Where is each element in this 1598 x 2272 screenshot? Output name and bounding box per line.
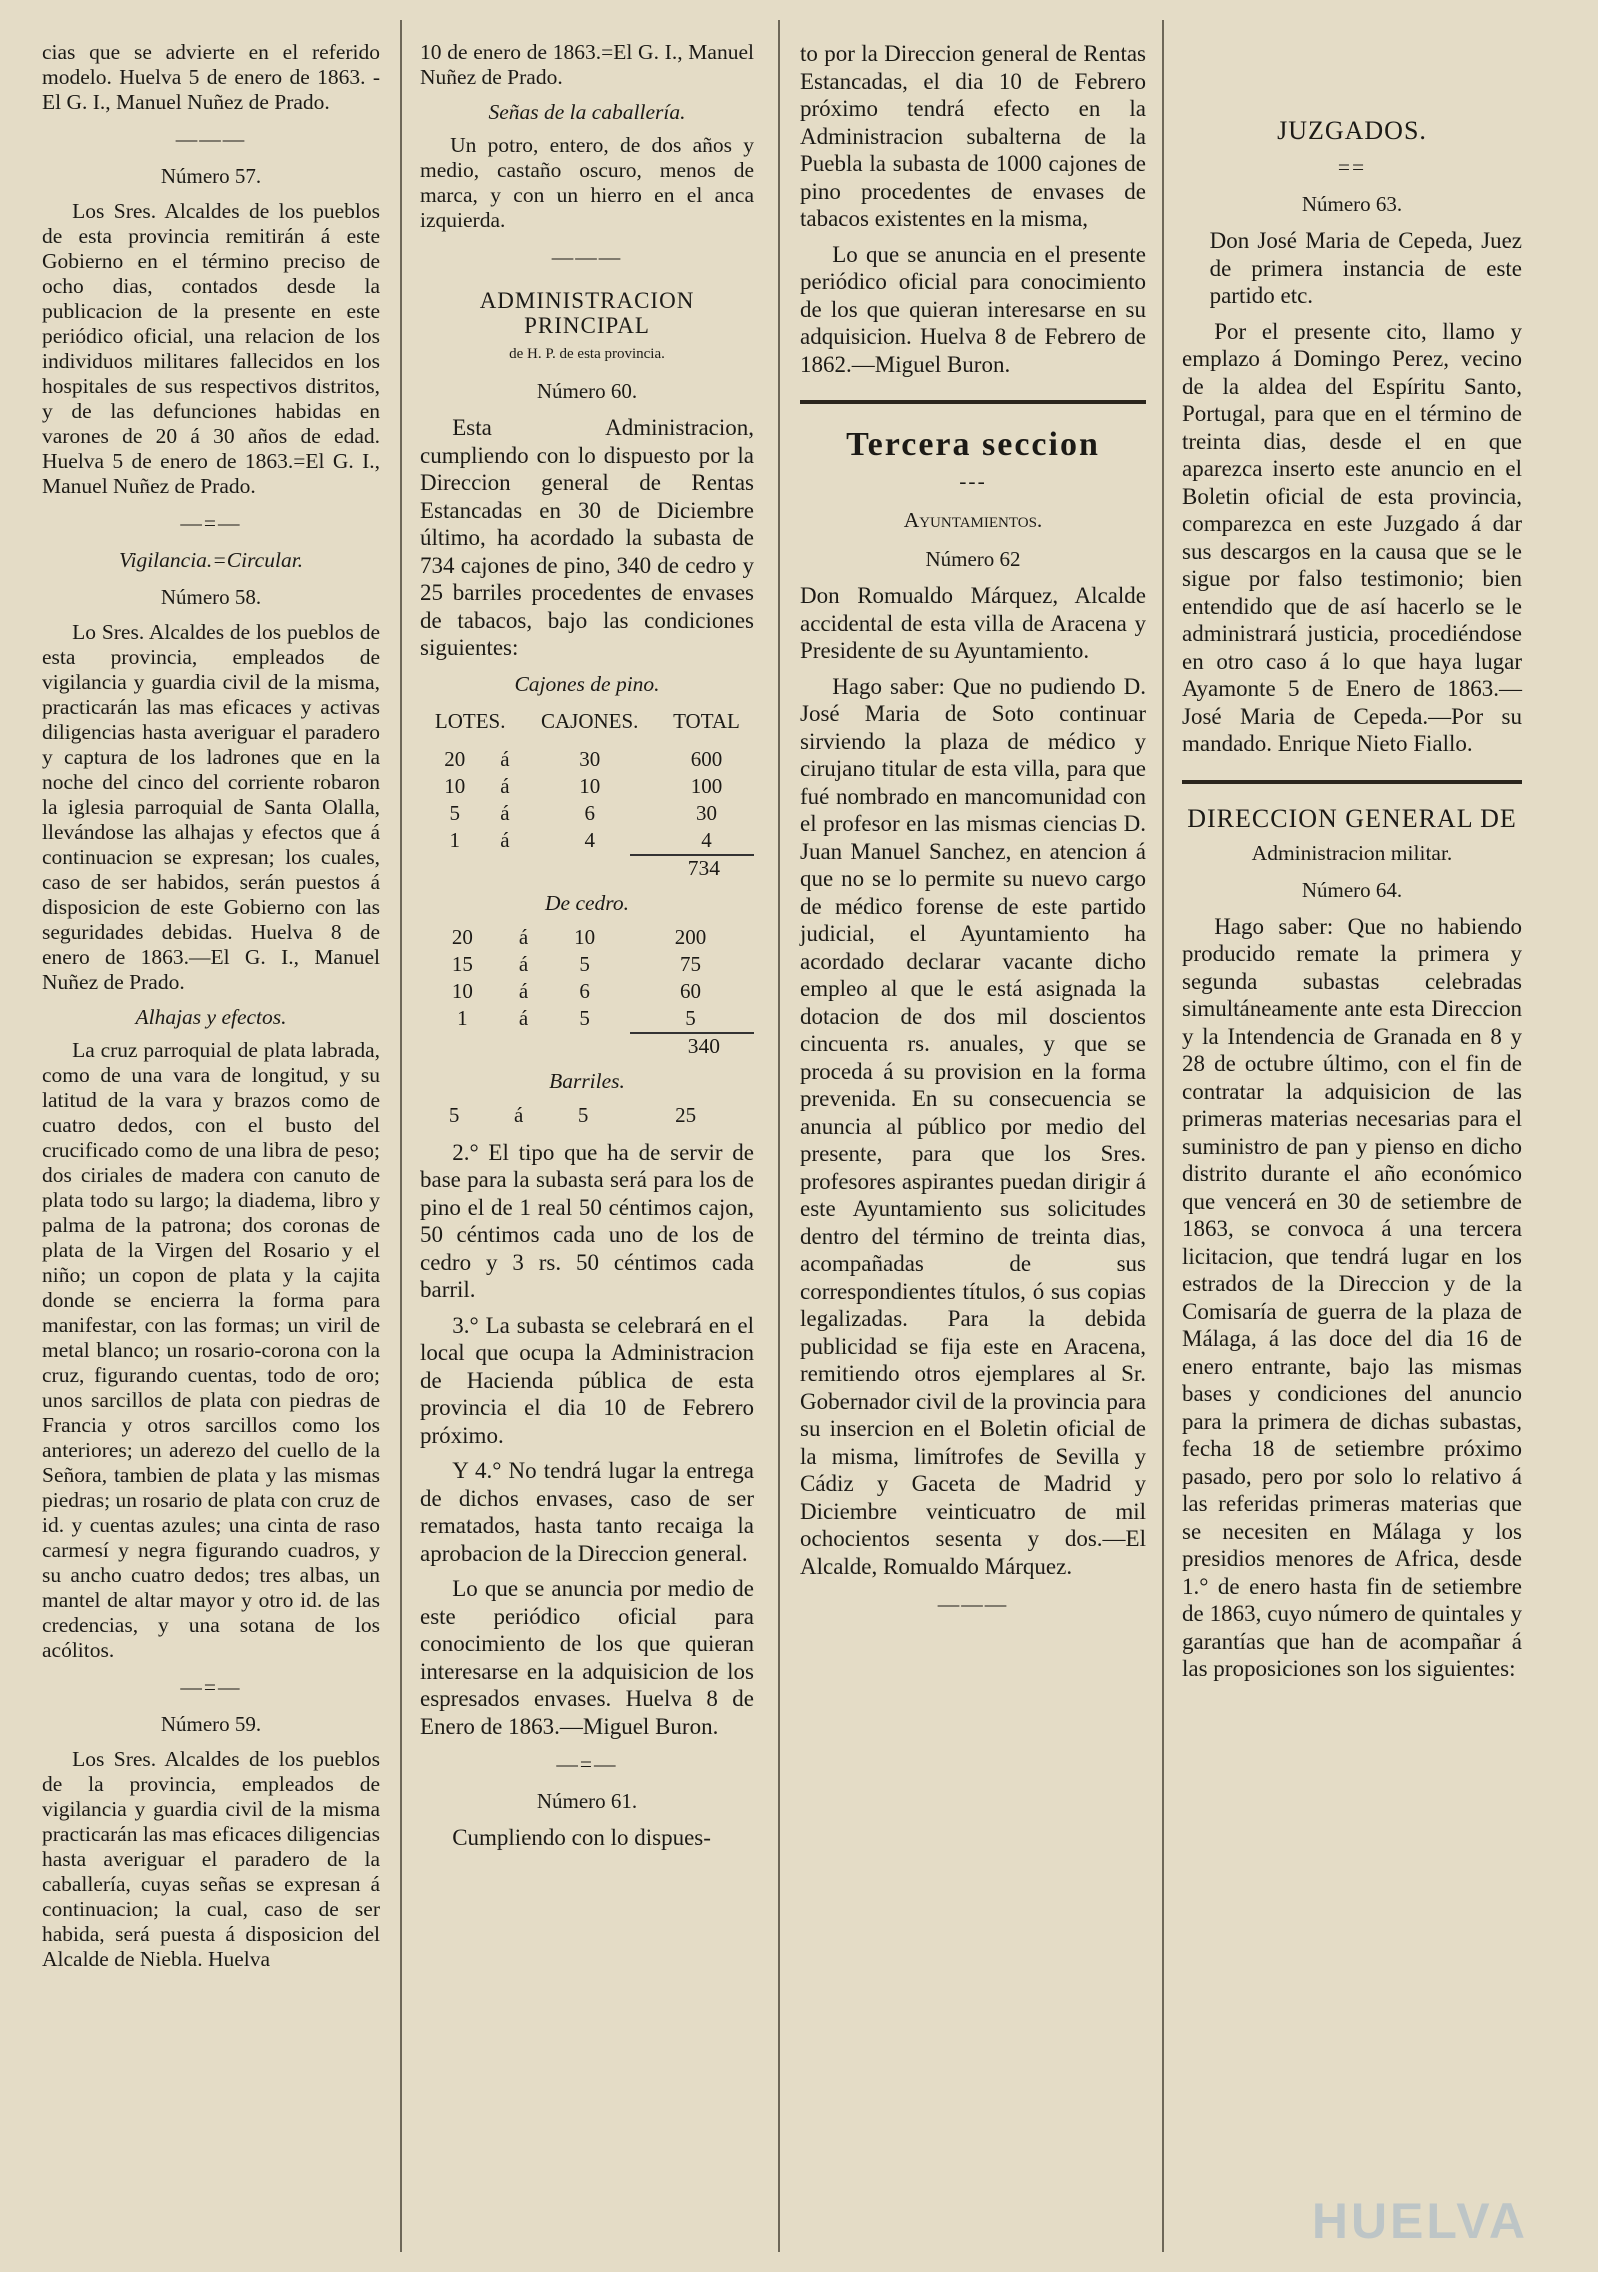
column-3 [800, 40, 1146, 2242]
paragraph: Esta Administracion, cumpliendo con lo dispuesto por la Direccion general de Rentas Estancadas en 30 de Diciembre último, ha acordado la subasta de 734 cajones de pino, 340 de cedro y 25 barriles procedentes de envases de tabacos, bajo las condiciones siguientes: [420, 415, 754, 660]
separator: ——— [175, 127, 247, 151]
paragraph: 2.° El tipo que ha de servir de base para la subasta será para los de pino el de 1 real 50 céntimos cajon, 50 céntimos cada uno de los de cedro y 3 rs. 50 céntimos cada barril. [420, 1139, 754, 1302]
paragraph: Lo Sres. Alcaldes de los pueblos de esta provincia, empleados de vigilancia y guardia civil de la misma, practicarán las mas eficaces y activas diligencias hasta averiguar el paradero y captura de los ladrones que en la noche del cinco del corriente robaron la iglesia parroquial de Santa Olalla, llevándose las alhajas y efectos que á continuacion se expresan; los cuales, caso de ser habidos, serán puestos á disposicion de este Gobierno con las seguridades debidas. Huelva 8 de enero de 1863.—El G. I., Manuel Nuñez de Prado. [42, 620, 380, 994]
library-watermark: HUELVA [1311, 2193, 1528, 2249]
separator: ——— [937, 1592, 1009, 1616]
column-divider [400, 20, 402, 2252]
paragraph: Y 4.° No tendrá lugar la entrega de dichos envases, caso de ser rematados, hasta tanto recaiga la aprobacion de la Direccion general. [420, 1458, 754, 1566]
column-1 [42, 40, 380, 2242]
separator: ——— [551, 245, 623, 269]
paragraph: Los Sres. Alcaldes de los pueblos de la provincia, empleados de vigilancia y guardia civil de la misma practicarán las mas eficaces diligencias hasta averiguar el paradero de la caballería, cuyas señas se expresan á continuacion; la cual, caso de ser habida, será puesta á disposicion del Alcalde de Niebla. Huelva [42, 1747, 380, 1971]
column-divider [1162, 20, 1164, 2252]
paragraph: Lo que se anuncia por medio de este periódico oficial para conocimiento de los que quieran interesarse en la adquisicion de los espresados envases. Huelva 8 de Enero de 1863.—Miguel Buron. [420, 1576, 754, 1739]
notice-issuer: Don José Maria de Cepeda, Juez de primera instancia de este partido etc. [1209, 228, 1522, 308]
notice-number: Número 63. [1301, 192, 1403, 216]
table-row: 10 á 6 60 [451, 978, 701, 1003]
notice-heading: Vigilancia.=Circular. [118, 548, 304, 572]
table-row: 1 á 5 5 [457, 1005, 696, 1030]
paragraph: Los Sres. Alcaldes de los pueblos de esta provincia remitirán á este Gobierno en el término preciso de ocho dias, contados desde la publicacion de la presente en este periódico oficial, una relacion de los individuos militares fallecidos en los hospitales de sus respectivos distritos, y de las defunciones habidas en varones de 20 á 30 años de edad. Huelva 5 de enero de 1863.=El G. I., Manuel Nuñez de Prado. [42, 199, 380, 498]
table-row: 5 á 5 25 [448, 1102, 697, 1127]
table-row: 5 á 6 30 [449, 800, 717, 825]
paragraph: 3.° La subasta se celebrará en el local que ocupa la Administracion de Hacienda pública de esta provincia el dia 10 de Febrero próximo. [420, 1312, 754, 1448]
column-header: LOTES. [434, 708, 506, 733]
lots-table [420, 705, 754, 854]
section-heading: DIRECCION GENERAL DE [1187, 803, 1517, 833]
table-heading: De cedro. [545, 890, 629, 915]
table-row: 10 á 10 100 [444, 773, 723, 798]
table-row: 20 á 30 600 [444, 746, 723, 771]
table-row: 1 á 4 4 [449, 827, 712, 852]
section-title: Tercera seccion [846, 426, 1100, 463]
notice-number: Número 58. [160, 585, 262, 609]
section-heading: ADMINISTRACION PRINCIPAL [479, 288, 695, 338]
separator: —=— [556, 1752, 618, 1776]
paragraph: Hago saber: Que no habiendo producido remate la primera y segunda subastas celebradas simultáneamente ante esta Direccion y la Intendencia de Granada en 8 y 28 de octubre último, con el fin de contratar la adquisicion de las primeras materias necesarias para el suministro de pan y pienso en dicho distrito durante el año económico que vencerá en 30 de setiembre de 1863, se convoca á una tercera licitacion, que tendrá lugar en los estrados de la Direccion y de la Comisaría de guerra de la plaza de Málaga, á las doce del dia 16 de enero entrante, bajo las mismas bases y condiciones del anuncio para la primera de dichas subastas, fecha 18 de setiembre próximo pasado, pero por solo lo relativo á las referidas primeras materias que se necesiten en Málaga y los presidios menores de Africa, desde 1.° de enero hasta fin de setiembre de 1863, cuyo número de quintales y garantías que han de acompañar á las proposiciones son los siguientes: [1182, 913, 1522, 1681]
separator: —=— [180, 1675, 242, 1699]
section-subheading: de H. P. de esta provincia. [509, 346, 665, 362]
paragraph: cias que se advierte en el referido modelo. Huelva 5 de enero de 1863. -El G. I., Manuel Nuñez de Prado. [42, 40, 380, 114]
column-2 [420, 40, 754, 2242]
column-divider [778, 20, 780, 2252]
paragraph: Hago saber: Que no pudiendo D. José Maria de Soto continuar sirviendo la plaza de médico y cirujano titular de esta villa, para que fué nombrado en mancomunidad con el profesor en las mismas ciencias D. Juan Manuel Sanchez, en atencion á que no se lo permite su nuevo cargo de médico forense de este partido judicial, el Ayuntamiento ha acordado declarar vacante dicho empleo al que le está asignada la dotacion de dos mil doscientos cincuenta rs. anuales, y que se proceda á su provision en la forma prevenida. En su consecuencia se anuncia al público por medio del presente, para que los Sres. profesores aspirantes puedan dirigir á este Ayuntamiento sus solicitudes dentro del término de treinta dias, acompañadas de sus correspondientes títulos, ó sus copias legalizadas. Para la debida publicidad se fija este en Aracena, remitiendo otros ejemplares al Sr. Gobernador civil de la provincia para su insercion en el Boletin oficial de la misma, limítrofes de Sevilla y Cádiz y Gaceta de Madrid y Diciembre veinticuatro de mil ochocientos sesenta y dos.—El Alcalde, Romualdo Márquez. [800, 673, 1146, 1579]
section-rule [1182, 780, 1522, 784]
section-subtitle: Ayuntamientos. [903, 508, 1043, 532]
table-heading: Barriles. [549, 1068, 625, 1093]
column-header: TOTAL [673, 708, 740, 733]
paragraph: to por la Direccion general de Rentas Estancadas, el dia 10 de Febrero próximo tendrá efecto en la Administracion subalterna de la Puebla la subasta de 1000 cajones de pino procedentes de envases de tabacos existentes en la misma, [800, 41, 1146, 231]
table-row: 20 á 10 200 [451, 924, 707, 949]
paragraph: La cruz parroquial de plata labrada, como de una vara de longitud, y su latitud de la vara y brazos como de cuatro dedos, con el busto del crucificado como de una libra de peso; dos ciriales de madera con canuto de plata todo su largo; la diadema, libro y palma de la patrona; dos coronas de plata de la Virgen del Rosario y el niño; un copon de plata y la cajita donde se encierra la forma para manifestar, con las formas; un viril de metal blanco; un rosario-corona con la cruz, figurando cuentas, todo de oro; unos sarcillos de plata con piedras de Francia y otros sarcillos como los anteriores; un aderezo del cuello de la Señora, tambien de plata y las mismas piedras; un rosario de plata con cruz de id. y cuentas azules; una cinta de raso carmesí y negra figurando cuadros, y su ancho cuatro dedos; tres albas, un mantel de altar mayor y otro id. de las credencias, y una sotana de los acólitos. [42, 1038, 380, 1662]
lots-table [420, 924, 754, 1032]
lots-table [420, 1102, 754, 1129]
table-row: 15 á 5 75 [451, 951, 701, 976]
notice-number: Número 60. [536, 379, 638, 403]
paragraph: Por el presente cito, llamo y emplazo á Domingo Perez, vecino de la aldea del Espíritu Santo, Portugal, para que en el término de treinta dias, desde el en que aparezca inserto este anuncio en el Boletin oficial de esta provincia, comparezca en este Juzgado á dar sus descargos en la causa que se le sigue por falso testimonio; bien entendido que de así hacerlo se le administrará justicia, procediéndose en otro caso á lo que haya lugar Ayamonte 5 de Enero de 1863.—José Maria de Cepeda.—Por su mandado. Enrique Nieto Fiallo. [1182, 318, 1522, 756]
section-subheading: Administracion militar. [1251, 840, 1453, 865]
notice-number: Número 59. [160, 1712, 262, 1736]
notice-number: Número 62 [925, 547, 1021, 571]
paragraph: Lo que se anuncia en el presente periódico oficial para conocimiento de los que quieran interesarse en su adquisicion. Huelva 8 de Febrero de 1862.—Miguel Buron. [800, 241, 1146, 377]
column-4 [1182, 40, 1522, 2242]
table-total: 734 [630, 854, 754, 881]
separator: == [1337, 155, 1367, 179]
notice-heading: Señas de la caballería. [488, 100, 686, 124]
section-heading: JUZGADOS. [1277, 116, 1427, 145]
paragraph: 10 de enero de 1863.=El G. I., Manuel Nuñez de Prado. [420, 40, 754, 89]
column-header: CAJONES. [540, 708, 639, 733]
section-rule [800, 400, 1146, 404]
table-heading: Cajones de pino. [514, 671, 660, 696]
paragraph: Cumpliendo con lo dispues- [452, 1825, 711, 1850]
table-total: 340 [630, 1032, 754, 1059]
notice-number: Número 57. [160, 164, 262, 188]
notice-heading: Alhajas y efectos. [135, 1005, 287, 1029]
notice-number: Número 61. [536, 1789, 638, 1813]
separator: --- [959, 469, 987, 493]
paragraph: Un potro, entero, de dos años y medio, castaño oscuro, menos de marca, y con un hierro en el anca izquierda. [420, 133, 754, 232]
notice-number: Número 64. [1301, 877, 1403, 902]
notice-issuer: Don Romualdo Márquez, Alcalde accidental de esta villa de Aracena y Presidente de su Ayuntamiento. [800, 583, 1146, 663]
separator: —=— [180, 511, 242, 535]
